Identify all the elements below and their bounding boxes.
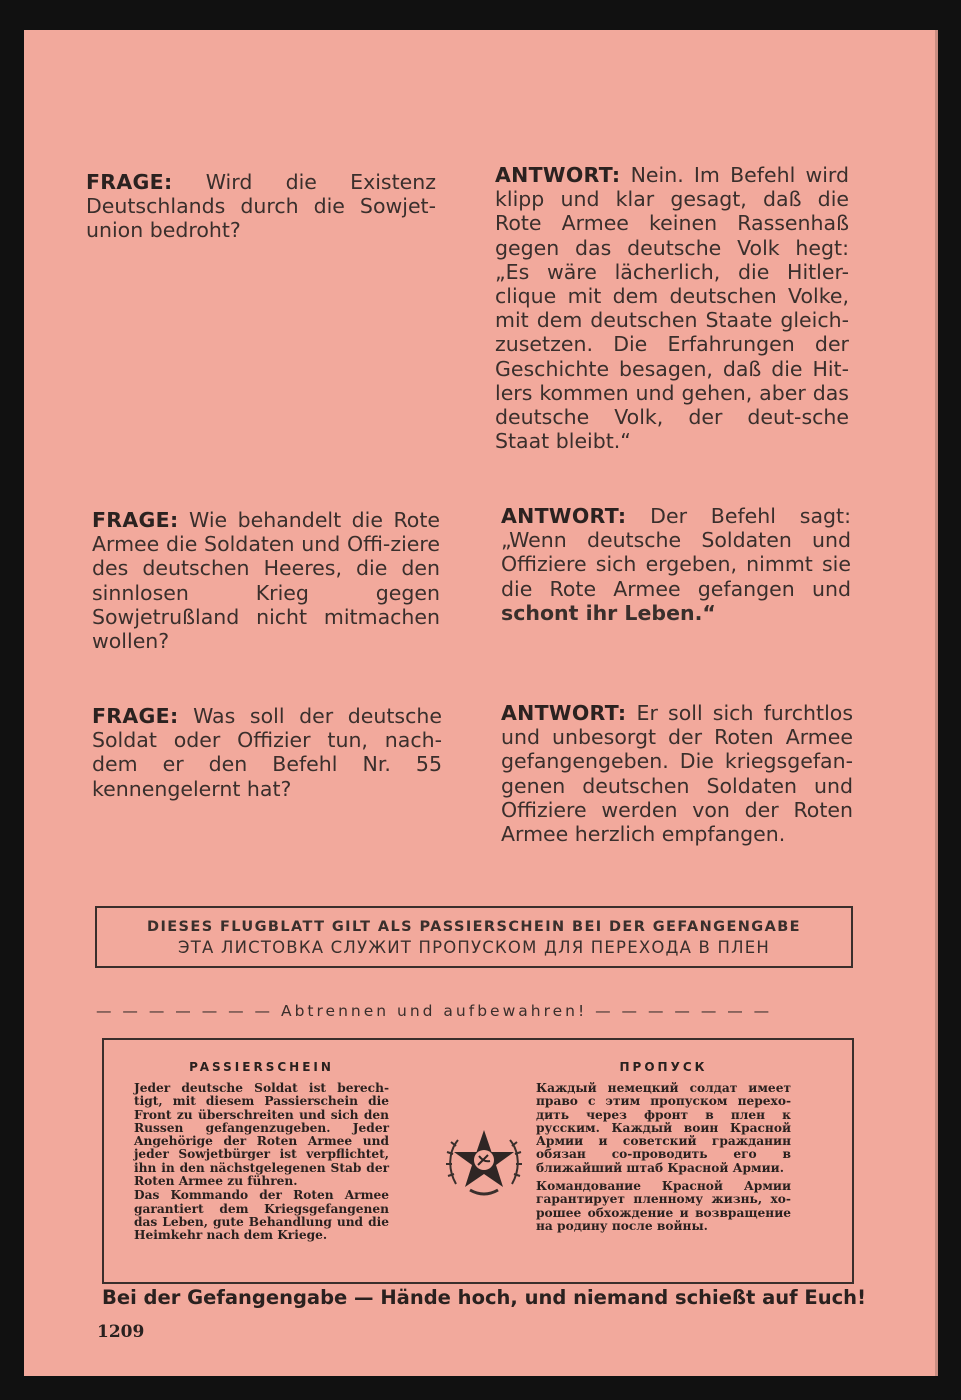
ticket-german-column bbox=[134, 1060, 389, 1243]
leaflet-page bbox=[24, 30, 938, 1376]
pass-notice-russian: ЭТА ЛИСТОВКА СЛУЖИТ ПРОПУСКОМ ДЛЯ ПЕРЕХОДА В ПЛЕН bbox=[178, 938, 770, 957]
answer-emphasis: schont ihr Leben.“ bbox=[501, 600, 716, 625]
answer-3 bbox=[501, 701, 853, 846]
answer-text: Nein. Im Befehl wird klipp und klar gesagt, daß die Rote Armee keinen Rassenhaß gegen das deutsche Volk hegt: „Es wäre lächerlich, die Hitler-clique mit dem deutschen Volke, mit dem deutschen Staate gleich-zusetzen. Die Erfahrungen der Geschichte besagen, daß die Hit-lers kommen und gehen, aber das deutsche Volk, der deut-sche Staat bleibt.“ bbox=[495, 163, 849, 454]
ticket-russian-column bbox=[536, 1060, 791, 1233]
question-label: FRAGE: bbox=[92, 508, 179, 532]
question-label: FRAGE: bbox=[92, 704, 179, 728]
cut-line: — — — — — — — Abtrennen und aufbewahren! — — — — — — — bbox=[96, 1002, 773, 1020]
answer-label: ANTWORT: bbox=[501, 504, 627, 528]
answer-1 bbox=[495, 163, 849, 453]
ticket-german-guarantee: Das Kommando der Roten Armee garantiert dem Kriegsgefangenen das Leben, gute Behandlung und die Heimkehr nach dem Kriege. bbox=[134, 1188, 389, 1243]
answer-2 bbox=[501, 504, 851, 625]
answer-label: ANTWORT: bbox=[495, 163, 621, 187]
slogan: Bei der Gefangengabe — Hände hoch, und niemand schießt auf Euch! bbox=[102, 1286, 866, 1309]
question-1 bbox=[86, 170, 436, 243]
question-3 bbox=[92, 704, 442, 801]
answer-label: ANTWORT: bbox=[501, 701, 627, 725]
question-text: Was soll der deutsche Soldat oder Offizier tun, nach-dem er den Befehl Nr. 55 kennengelernt hat? bbox=[92, 704, 442, 801]
question-text: Wird die Existenz Deutschlands durch die Sowjet-union bedroht? bbox=[86, 170, 436, 243]
pass-ticket bbox=[102, 1038, 854, 1284]
question-label: FRAGE: bbox=[86, 170, 173, 194]
pass-notice-german: DIESES FLUGBLATT GILT ALS PASSIERSCHEIN BEI DER GEFANGENGABE bbox=[147, 919, 801, 935]
ticket-russian-body: Каждый немецкий солдат имеет право с этим пропуском перехо-дить через фронт в плен к русским. Каждый воин Красной Армии и советский гражданин обязан со-проводить его в ближайший штаб Красной Армии. bbox=[536, 1081, 791, 1175]
ticket-german-body: Jeder deutsche Soldat ist berech-tigt, mit diesem Passierschein die Front zu überschreiten und sich den Russen gefangenzugeben. Jeder Angehörige der Roten Armee und jeder Sowjetbürger ist verpflichtet, ihn in den nächstgelegenen Stab der Roten Armee zu führen. bbox=[134, 1081, 389, 1189]
question-text: Wie behandelt die Rote Armee die Soldaten und Offi-ziere des deutschen Heeres, die den sinnlosen Krieg gegen Sowjetrußland nicht mitmachen wollen? bbox=[92, 508, 440, 654]
pass-notice-box bbox=[95, 906, 853, 968]
leaflet-number: 1209 bbox=[97, 1322, 145, 1342]
ticket-german-title: PASSIERSCHEIN bbox=[189, 1060, 334, 1074]
answer-text: Der Befehl sagt: „Wenn deutsche Soldaten und Offiziere sich ergeben, nimmt sie die Rote Armee gefangen und bbox=[501, 504, 851, 601]
question-2 bbox=[92, 508, 440, 653]
ticket-russian-title: ПРОПУСК bbox=[619, 1060, 708, 1074]
red-army-star-emblem-icon bbox=[444, 1122, 524, 1202]
answer-text: Er soll sich furchtlos und unbesorgt der Roten Armee gefangengeben. Die kriegsgefan-genen deutschen Soldaten und Offiziere werden von der Roten Armee herzlich empfangen. bbox=[501, 701, 853, 847]
ticket-russian-guarantee: Командование Красной Армии гарантирует пленному жизнь, хо-рошее обхождение и возвращение на родину после войны. bbox=[536, 1179, 791, 1233]
